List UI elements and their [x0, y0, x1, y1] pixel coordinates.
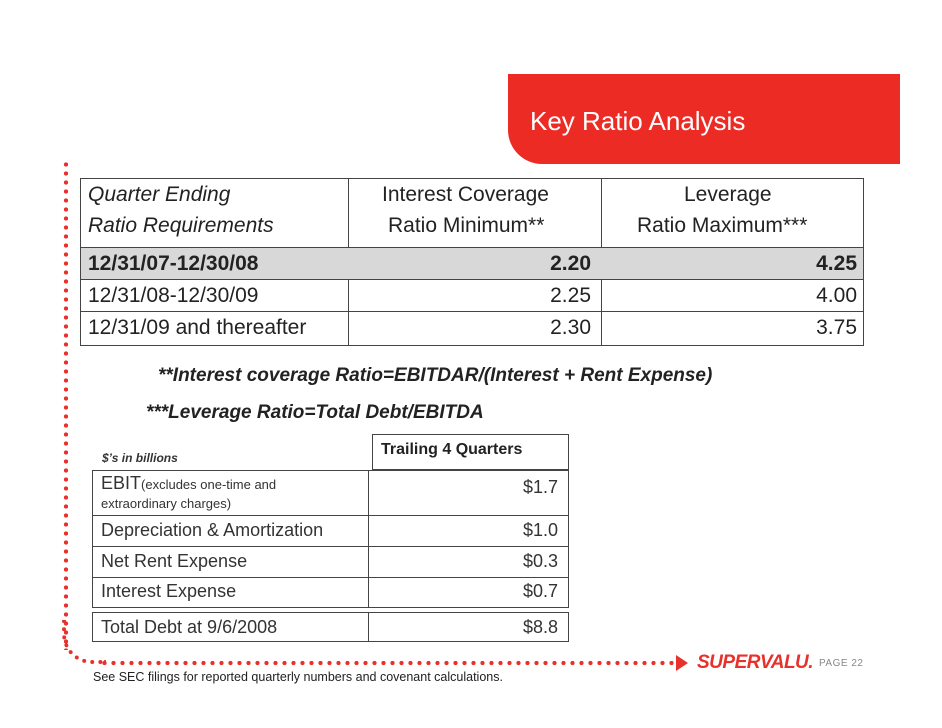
table-row: [93, 471, 568, 514]
covenant-ratio-table: [80, 178, 864, 346]
total-debt-row: [92, 612, 569, 642]
sec-filings-footnote: See SEC filings for reported quarterly numbers and covenant calculations.: [93, 670, 503, 684]
dotted-line-vertical: [62, 160, 70, 650]
page-number: PAGE 22: [819, 658, 864, 669]
total-debt-label: Total Debt at 9/6/2008: [101, 617, 278, 637]
leverage-cell: 4.00: [816, 284, 857, 307]
depreciation-label: Depreciation & Amortization: [101, 520, 324, 540]
header-leverage: Leverage: [684, 183, 772, 206]
header-interest-coverage: Interest Coverage: [382, 183, 549, 206]
period-cell: 12/31/09 and thereafter: [88, 316, 307, 339]
net-rent-label: Net Rent Expense: [101, 551, 248, 571]
table-row: [93, 577, 568, 608]
interest-coverage-definition: **Interest coverage Ratio=EBITDAR/(Interest + Rent Expense): [158, 365, 713, 386]
ebit-label: EBIT: [101, 473, 142, 493]
leverage-cell: 3.75: [816, 316, 857, 339]
supervalu-logo: SUPERVALU.: [697, 652, 814, 673]
depreciation-value: $1.0: [522, 520, 558, 540]
column-divider: [368, 613, 369, 641]
leverage-cell: 4.25: [816, 252, 857, 275]
arrow-right-icon: [676, 655, 688, 671]
table-row: [81, 247, 863, 279]
ebit-label-note-2: extraordinary charges): [101, 496, 232, 511]
header-quarter-ending: Quarter Ending: [88, 183, 231, 206]
header-ratio-maximum: Ratio Maximum***: [637, 214, 808, 237]
interest-expense-value: $0.7: [522, 581, 558, 601]
header-ratio-minimum: Ratio Minimum**: [388, 214, 545, 237]
header-ratio-requirements: Ratio Requirements: [88, 214, 274, 237]
table-row: [93, 546, 568, 577]
dotted-line-horizontal: [100, 659, 678, 667]
ebit-label-note: (excludes one-time and: [141, 477, 277, 492]
period-cell: 12/31/07-12/30/08: [88, 252, 259, 275]
table-row: [81, 311, 863, 343]
interest-expense-label: Interest Expense: [101, 581, 237, 601]
trailing-4-quarters-header: Trailing 4 Quarters: [372, 434, 569, 470]
total-debt-value: $8.8: [522, 617, 558, 637]
period-cell: 12/31/08-12/30/09: [88, 284, 259, 307]
ebit-value: $1.7: [522, 477, 558, 497]
net-rent-value: $0.3: [522, 551, 558, 571]
interest-coverage-cell: 2.20: [550, 252, 591, 275]
units-label: $’s in billions: [102, 451, 178, 465]
table-row: [81, 279, 863, 311]
financials-table: [92, 470, 569, 608]
interest-coverage-cell: 2.25: [550, 284, 591, 307]
table-row: [93, 515, 568, 546]
interest-coverage-cell: 2.30: [550, 316, 591, 339]
leverage-ratio-definition: ***Leverage Ratio=Total Debt/EBITDA: [146, 402, 484, 423]
slide-title: Key Ratio Analysis: [530, 106, 746, 136]
